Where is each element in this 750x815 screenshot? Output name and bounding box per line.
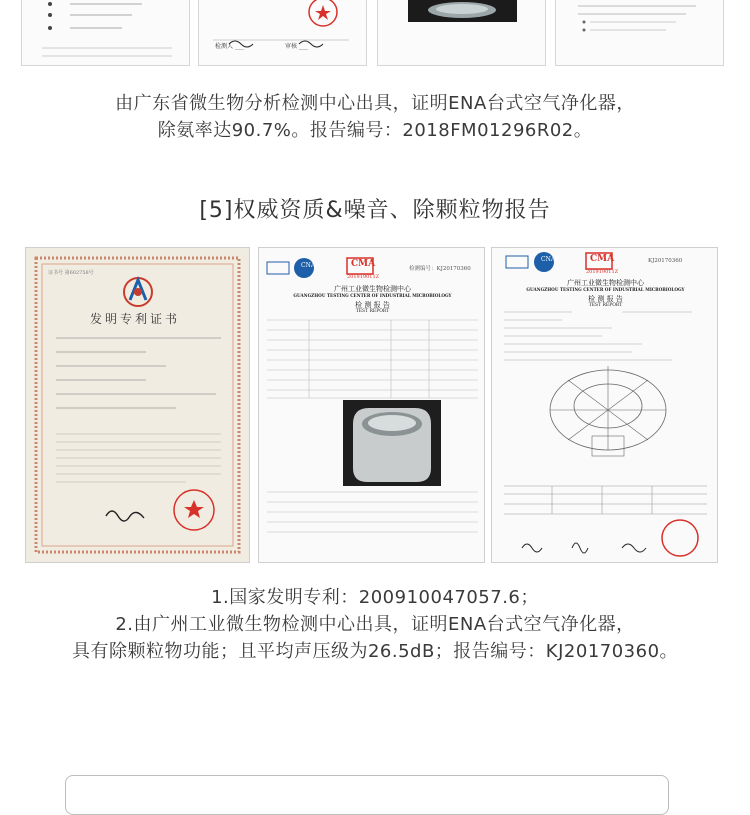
previous-report-thumbnails <box>0 0 750 68</box>
svg-text:审核 ___: 审核 ___ <box>285 43 308 50</box>
report-number: 检测编号：KJ20170360 <box>409 266 471 272</box>
measurement-diagram <box>550 366 666 456</box>
test-report-image-2 <box>491 247 718 563</box>
cnas-label: CNAS <box>541 256 560 263</box>
body-text-lines <box>56 338 221 482</box>
report-caption-ammonia <box>0 90 750 144</box>
report-title-en: TEST REPORT <box>355 309 390 314</box>
seal-number: 201919011Z <box>347 274 380 280</box>
caption-line: 由广东省微生物分析检测中心出具，证明ENA台式空气净化器， <box>115 93 635 114</box>
report-title-cn: 检 测 报 告 <box>355 301 390 309</box>
results-table <box>504 486 707 514</box>
product-photo <box>343 400 441 486</box>
seal-number: 201919011Z <box>586 269 619 275</box>
report-thumbnail <box>21 0 190 66</box>
report-thumbnail <box>555 0 724 66</box>
cma-mark: CMA <box>590 254 615 264</box>
caption-line: 除氨率达90.7%。报告编号：2018FM01296R02。 <box>157 120 593 141</box>
product-photo-thumbnail <box>377 0 546 66</box>
report-org-en: GUANGZHOU TESTING CENTER OF INDUSTRIAL MICROBIOLOGY <box>293 293 452 298</box>
report-org-en: GUANGZHOU TESTING CENTER OF INDUSTRIAL MICROBIOLOGY <box>526 287 685 292</box>
report-title-en: TEST REPORT <box>588 303 623 308</box>
test-report-image-1 <box>258 247 485 563</box>
svg-text:证书号 第602758号: 证书号 第602758号 <box>48 270 94 276</box>
caption-line: 2.由广州工业微生物检测中心出具，证明ENA台式空气净化器， <box>115 614 635 635</box>
report-number: KJ20170360 <box>648 258 683 264</box>
cma-mark: CMA <box>351 259 376 269</box>
report-title-cn: 检 测 报 告 <box>588 295 623 303</box>
next-section-card <box>65 775 669 815</box>
patent-title: 发明专利证书 <box>90 312 181 326</box>
report-org-cn: 广州工业微生物检测中心 <box>334 285 411 293</box>
report-caption-section-5 <box>0 584 750 665</box>
cnas-label: CNAS <box>301 262 320 269</box>
patent-emblem-icon <box>124 278 152 306</box>
report-thumbnail <box>198 0 367 66</box>
text-lines <box>504 312 692 360</box>
caption-line: 1.国家发明专利：200910047057.6； <box>211 587 539 608</box>
svg-text:检测人 ___: 检测人 ___ <box>215 43 244 50</box>
caption-line: 具有除颗粒物功能；且平均声压级为26.5dB；报告编号：KJ20170360。 <box>71 641 679 662</box>
patent-certificate-image <box>25 247 250 563</box>
section-heading: [5]权威资质&噪音、除颗粒物报告 <box>199 198 551 223</box>
report-org-cn: 广州工业微生物检测中心 <box>567 279 644 287</box>
